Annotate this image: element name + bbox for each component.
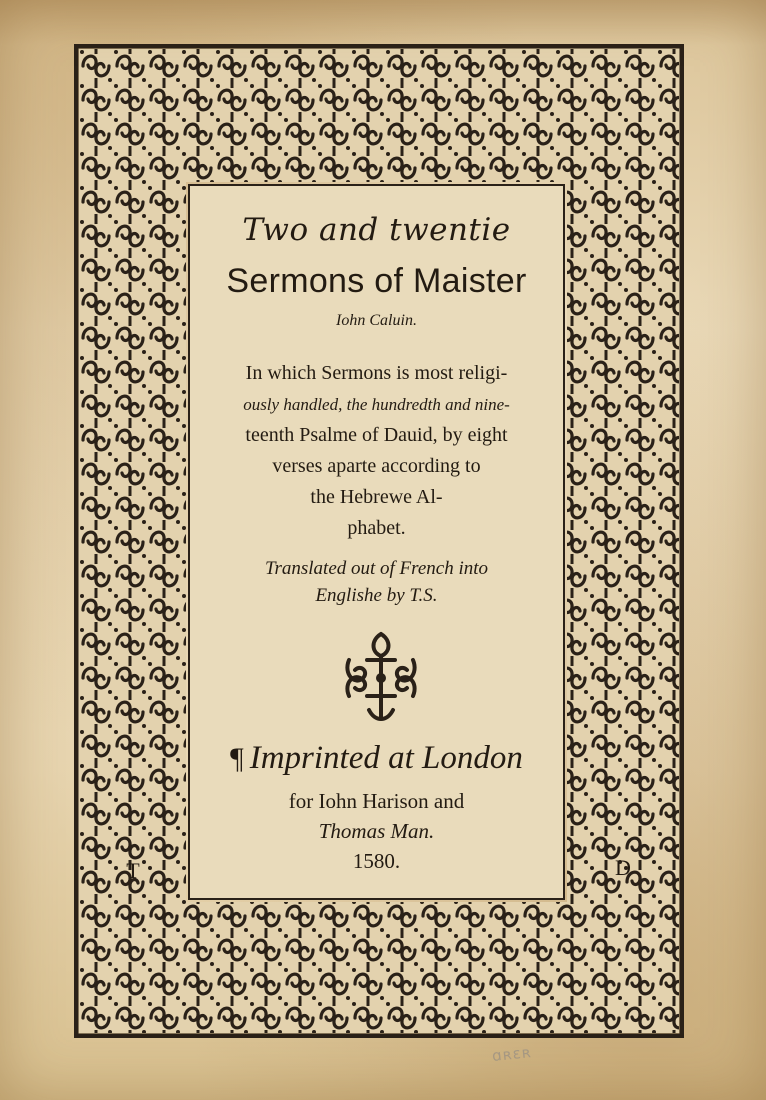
description-line: teenth Psalme of Dauid, by eight <box>245 424 508 446</box>
pencil-annotation: ɑʀɛʀ <box>491 1042 533 1066</box>
pilcrow-mark: ¶ <box>230 742 244 775</box>
publication-year: 1580. <box>352 849 401 873</box>
imprint-line <box>190 740 563 777</box>
description-line: phabet. <box>347 517 406 539</box>
translation-note <box>190 555 563 609</box>
description-line: ously handled, the hundredth and nine- <box>243 395 510 414</box>
description-line: verses aparte according to <box>272 455 481 477</box>
author-name: Iohn Caluin. <box>336 312 417 329</box>
translation-line: Translated out of French into <box>264 558 489 579</box>
description-line: the Hebrewe Al- <box>310 486 443 508</box>
description-block <box>190 358 563 544</box>
publisher-line-1: for Iohn Harison and <box>288 789 465 813</box>
printer-ornament <box>341 630 421 726</box>
publisher-line-2: Thomas Man. <box>318 819 435 843</box>
border-initial-right: D <box>615 855 631 880</box>
title-line-2: Sermons of Maister <box>226 262 527 300</box>
publisher-block <box>190 786 563 876</box>
translation-line: Englishe by T.S. <box>315 585 438 606</box>
title-line-1: Two and twentie <box>242 212 511 248</box>
description-line: In which Sermons is most religi- <box>245 362 508 384</box>
imprint-text: Imprinted at London <box>249 740 523 776</box>
border-initial-left: T <box>126 858 140 883</box>
